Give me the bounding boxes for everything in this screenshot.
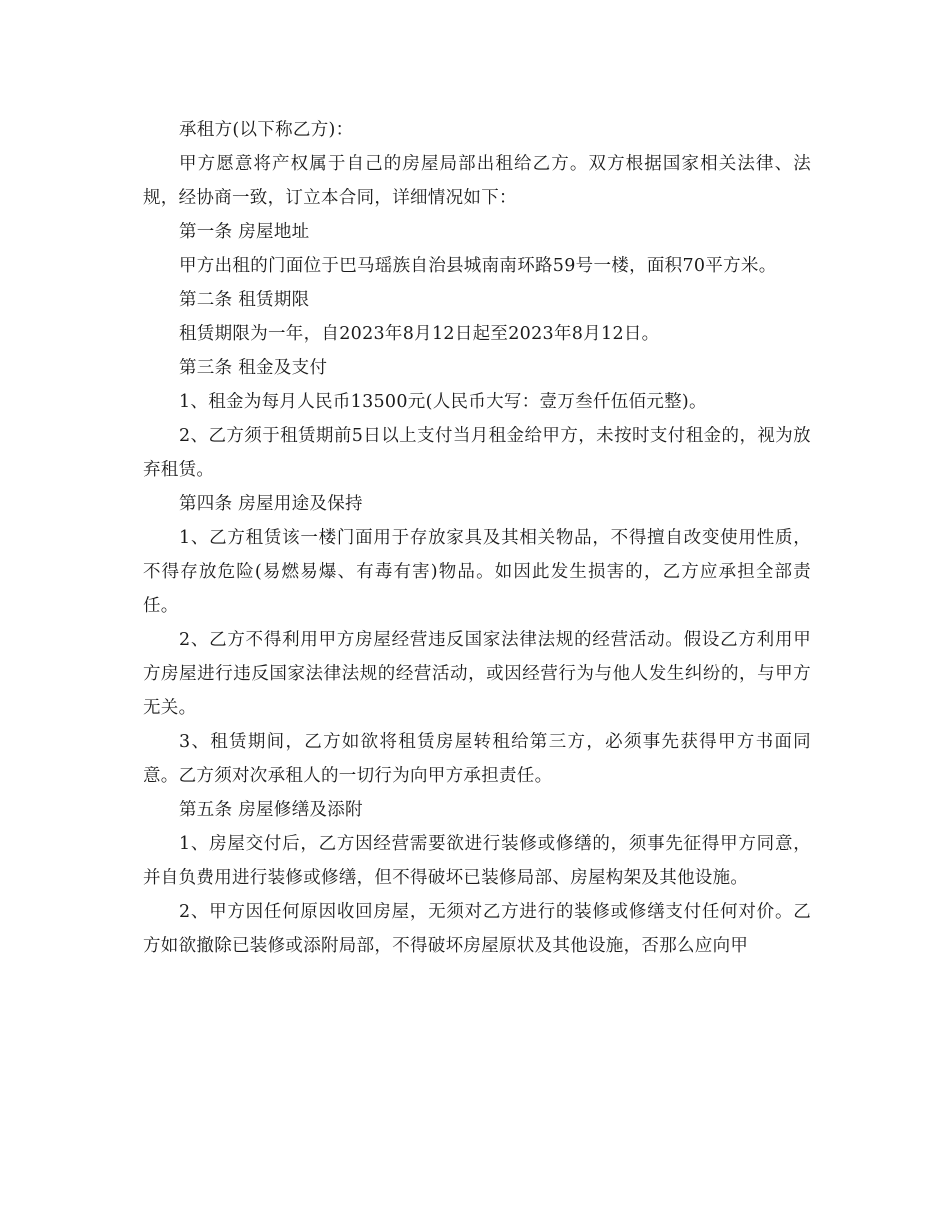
paragraph-preamble: 甲方愿意将产权属于自己的房屋局部出租给乙方。双方根据国家相关法律、法规，经协商一致，订立本合同，详细情况如下： <box>143 154 811 208</box>
article-4-item-3: 3、租赁期间，乙方如欲将租赁房屋转租给第三方，必须事先获得甲方书面同意。乙方须对次承租人的一切行为向甲方承担责任。 <box>143 732 811 786</box>
paragraph-lessee-party: 承租方(以下称乙方)： <box>179 120 354 140</box>
article-4-heading: 第四条 房屋用途及保持 <box>179 494 363 514</box>
article-2-text: 租赁期限为一年，自2023年8月12日起至2023年8月12日。 <box>179 324 660 344</box>
article-3-item-2: 2、乙方须于租赁期前5日以上支付当月租金给甲方，未按时支付租金的，视为放弃租赁。 <box>143 426 811 480</box>
article-4-item-2: 2、乙方不得利用甲方房屋经营违反国家法律法规的经营活动。假设乙方利用甲方房屋进行违反国家法律法规的经营活动，或因经营行为与他人发生纠纷的，与甲方无关。 <box>143 630 811 718</box>
article-5-item-2: 2、甲方因任何原因收回房屋，无须对乙方进行的装修或修缮支付任何对价。乙方如欲撤除已装修或添附局部，不得破坏房屋原状及其他设施，否那么应向甲 <box>143 902 811 956</box>
article-3-item-1: 1、租金为每月人民币13500元(人民币大写：壹万叁仟伍佰元整)。 <box>179 392 707 412</box>
article-5-item-1: 1、房屋交付后，乙方因经营需要欲进行装修或修缮的，须事先征得甲方同意，并自负费用进行装修或修缮，但不得破坏已装修局部、房屋构架及其他设施。 <box>143 834 811 888</box>
article-2-heading: 第二条 租赁期限 <box>179 290 310 310</box>
contract-body <box>143 113 811 963</box>
article-1-heading: 第一条 房屋地址 <box>179 222 310 242</box>
article-4-item-1: 1、乙方租赁该一楼门面用于存放家具及其相关物品，不得擅自改变使用性质，不得存放危险(易燃易爆、有毒有害)物品。如因此发生损害的，乙方应承担全部责任。 <box>143 528 811 616</box>
article-3-heading: 第三条 租金及支付 <box>179 358 328 378</box>
article-5-heading: 第五条 房屋修缮及添附 <box>179 800 363 820</box>
article-1-text: 甲方出租的门面位于巴马瑶族自治县城南南环路59号一楼，面积70平方米。 <box>179 256 777 276</box>
